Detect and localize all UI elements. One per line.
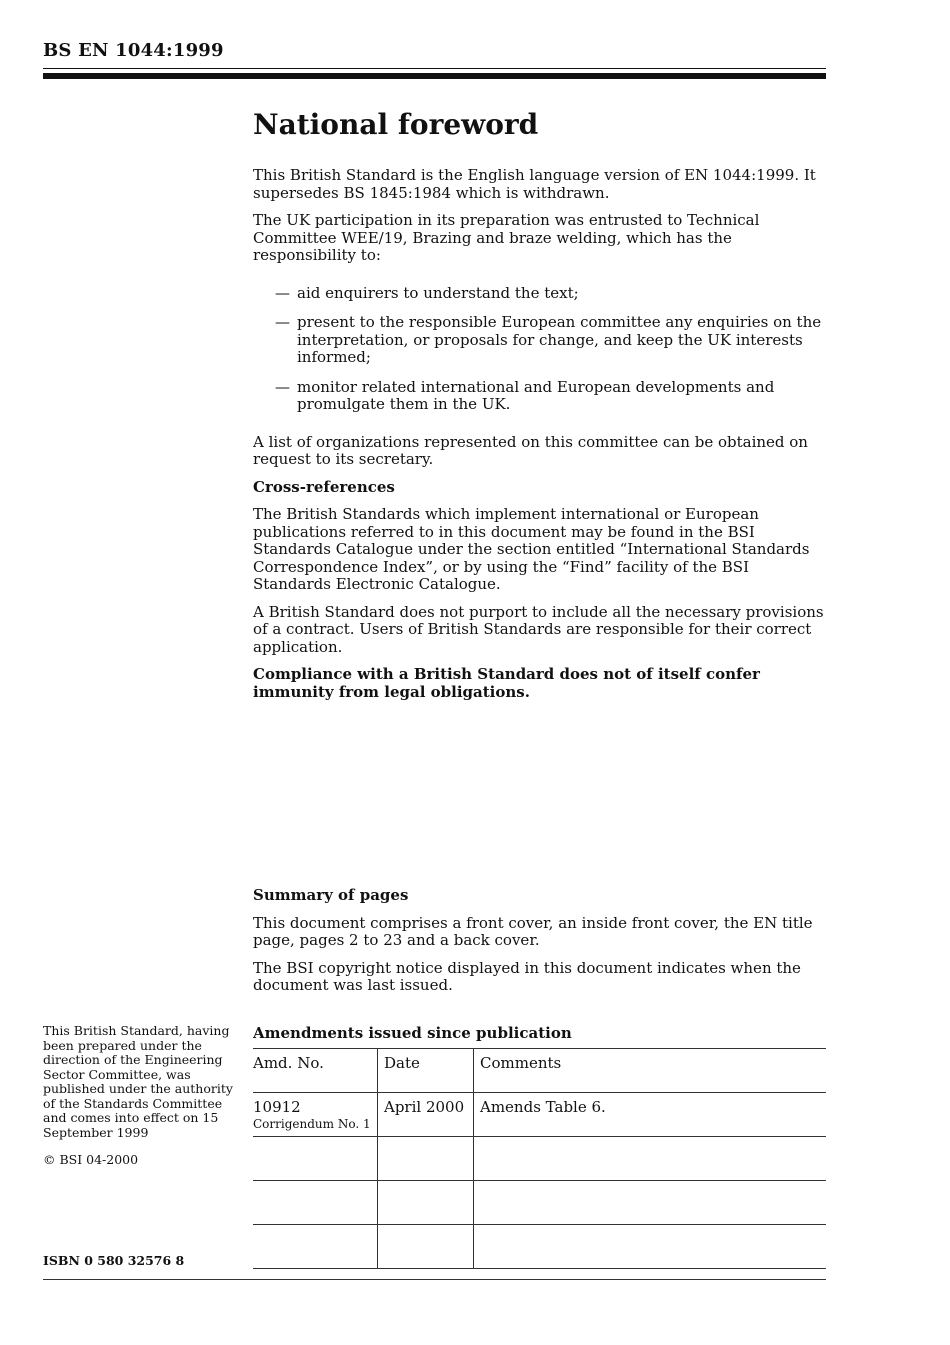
publication-note: This British Standard, having been prepared under the direction of the Engineering Sector Committee, was published under the authority of the Standards Committee and comes into effect on 15 September 1999 [43,1023,233,1140]
paragraph-organizations: A list of organizations represented on this committee can be obtained on request to its secretary. [253,432,808,468]
footer-rule [43,1279,826,1280]
list-item: — monitor related international and European developments and promulgate them in the UK. [275,377,775,413]
header-amd-no: Amd. No. [253,1049,378,1093]
document-code: BS EN 1044:1999 [43,40,224,61]
amd-number: 10912 [253,1098,301,1116]
paragraph-supersedes: This British Standard is the English language version of EN 1044:1999. It supersedes BS 1845:1984 which is withdrawn. [253,166,816,202]
cell-comments: Amends Table 6. [474,1093,827,1137]
cross-references-heading: Cross-references [253,477,395,496]
summary-heading: Summary of pages [253,886,409,904]
header-thick-rule [43,73,826,79]
paragraph-provisions: A British Standard does not purport to include all the necessary provisions of a contract. Users of British Standards are responsible for their correct application. [253,602,824,656]
cell-amd-no [253,1093,378,1137]
list-item: — aid enquirers to understand the text; [275,283,579,302]
table-header-row [253,1049,826,1093]
dash-marker: — [275,313,290,331]
isbn: ISBN 0 580 32576 8 [43,1253,185,1268]
compliance-statement: Compliance with a British Standard does not of itself confer immunity from legal obligations. [253,665,760,701]
paragraph-committee: The UK participation in its preparation was entrusted to Technical Committee WEE/19, Brazing and braze welding, which has the responsibility to: [253,211,760,264]
table-row-empty [253,1137,826,1181]
copyright-notice: © BSI 04-2000 [43,1152,139,1167]
table-row-empty [253,1225,826,1269]
cell-date: April 2000 [378,1093,474,1137]
table-row-empty [253,1181,826,1225]
page-title: National foreword [253,108,539,141]
dash-marker: — [275,283,290,302]
paragraph-cross-references: The British Standards which implement international or European publications referred to in this document may be found in the BSI Standards Catalogue under the section entitled “International Standards Correspondence Index”, or by using the “Find” facility of the BSI Standards Electronic Catalogue. [253,505,810,593]
responsibility-list [275,285,826,414]
summary-paragraph-pages: This document comprises a front cover, an inside front cover, the EN title page, pages 2 to 23 and a back cover. [253,913,813,949]
summary-paragraph-copyright: The BSI copyright notice displayed in this document indicates when the document was last issued. [253,958,801,994]
table-row [253,1093,826,1137]
header-comments: Comments [474,1049,827,1093]
national-foreword-section [253,108,826,711]
dash-marker: — [275,377,290,396]
amendments-table [253,1048,826,1269]
summary-of-pages-section [253,887,826,1005]
list-item: — present to the responsible European committee any enquiries on the interpretation, or proposals for change, and keep the UK interests informed; [275,313,822,366]
header-thin-rule [43,68,826,69]
amendments-title: Amendments issued since publication [253,1024,572,1042]
amd-subtitle: Corrigendum No. 1 [253,1117,371,1131]
header-date: Date [378,1049,474,1093]
